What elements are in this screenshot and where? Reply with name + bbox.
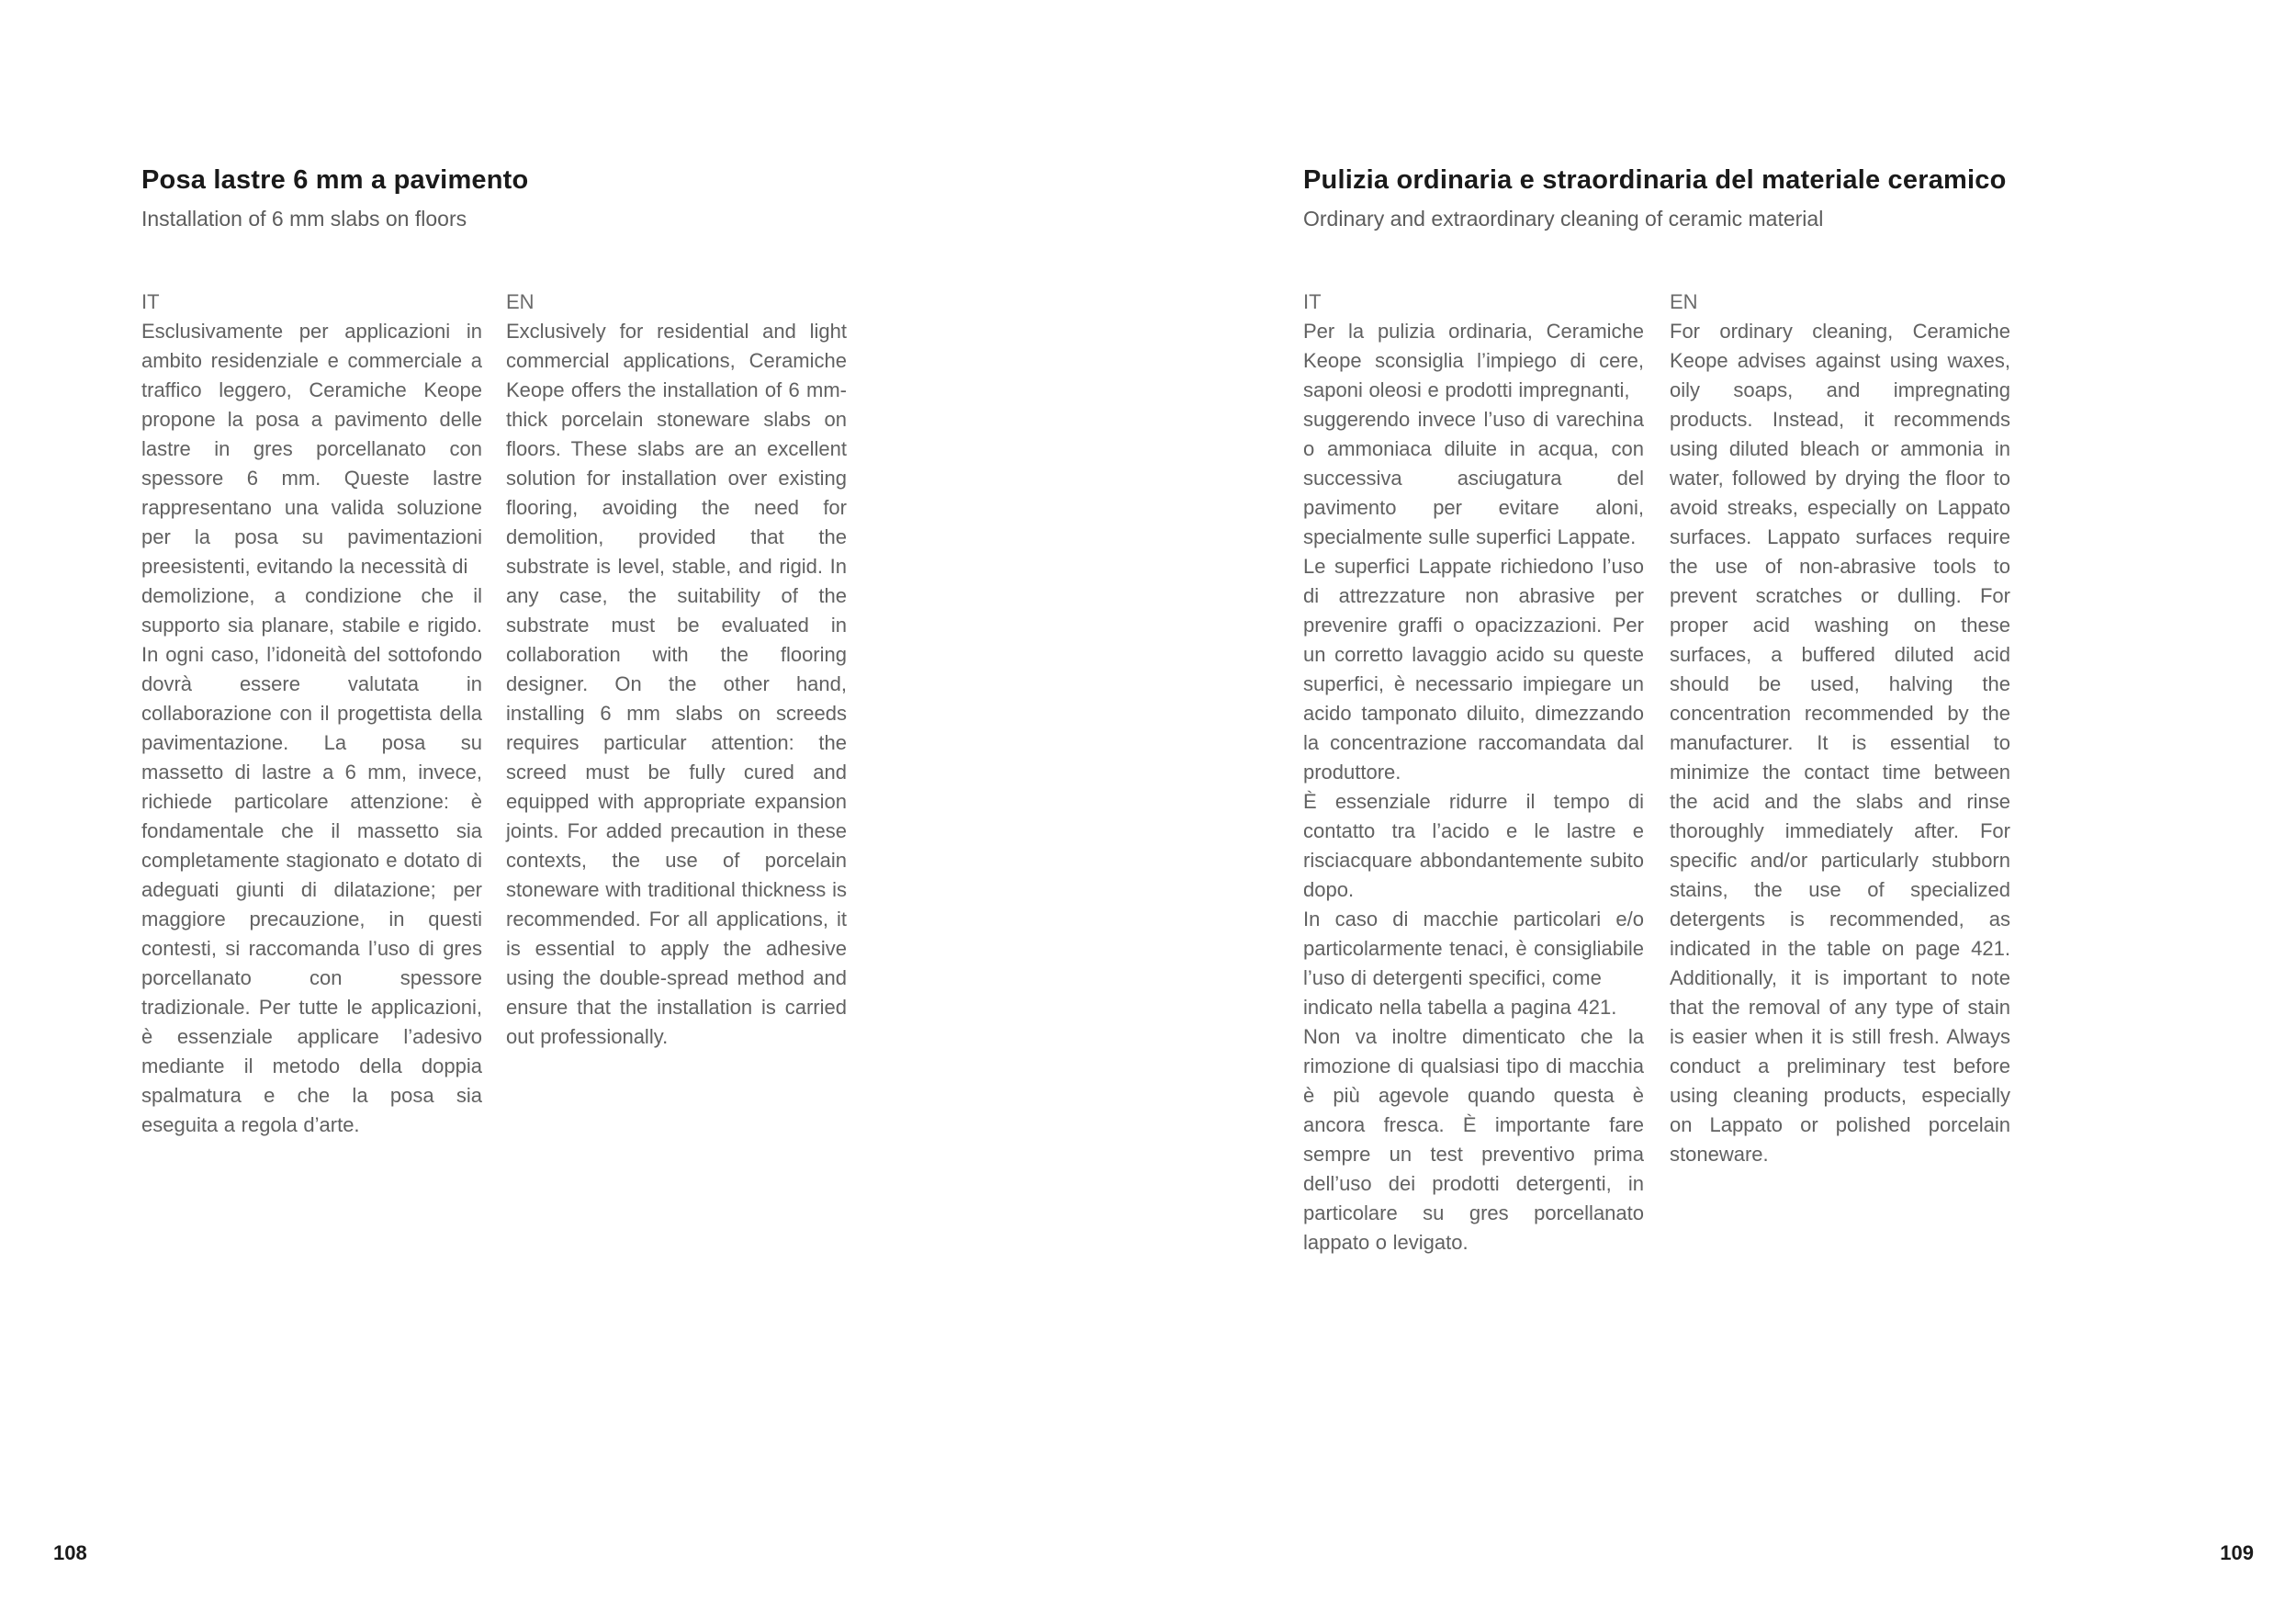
column-body-it [1303,317,1644,1257]
paragraph: For ordinary cleaning, Ceramiche Keope advises against using waxes, oily soaps, and impregnating products. Instead, it recommends using diluted bleach or ammonia in water, followed by drying the floor to avoid streaks, especially on Lappato surfaces. Lappato surfaces require the use of non-abrasive tools to prevent scratches or dulling. For proper acid washing on these surfaces, a buffered diluted acid should be used, halving the concentration recommended by the manufacturer. It is essential to minimize the contact time between the acid and the slabs and rinse thoroughly immediately after. For specific and/or particularly stubborn stains, the use of specialized detergents is recommended, as indicated in the table on page 421. Additionally, it is important to note that the removal of any type of stain is easier when it is still fresh. Always conduct a preliminary test before using cleaning products, especially on Lappato or polished porcelain stoneware. [1670,320,2010,1166]
page-number-right: 109 [2220,1541,2254,1564]
paragraph: Exclusively for residential and light commercial applications, Ceramiche Keope offers the installation of 6 mm-thick porcelain stoneware slabs on floors. These slabs are an excellent solution for installation over existing flooring, avoiding the need for demolition, provided that the substrate is level, stable, and rigid. In any case, the suitability of the substrate must be evaluated in collaboration with the flooring designer. On the other hand, installing 6 mm slabs on screeds requires particular attention: the screed must be fully cured and equipped with appropriate expansion joints. For added precaution in these contexts, the use of porcelain stoneware with traditional thickness is recommended. For all applications, it is essential to apply the adhesive using the double-spread method and ensure that the installation is carried out professionally. [506,320,847,1048]
lang-label-en: EN [506,290,535,313]
paragraph: demolizione, a condizione che il supporto sia planare, stabile e rigido. In ogni caso, l’idoneità del sottofondo dovrà essere valutata in collaborazione con il progettista della pavimentazione. La posa su massetto di lastre a 6 mm, invece, richiede particolare attenzione: è fondamentale che il massetto sia completamente stagionato e dotato di adeguati giunti di dilatazione; per maggiore precauzione, in questi contesti, si raccomanda l’uso di gres porcellanato con spessore tradizionale. Per tutte le applicazioni, è essenziale applicare l’adesivo mediante il metodo della doppia spalmatura e che la posa sia eseguita a regola d’arte. [141,584,482,1136]
page-title: Pulizia ordinaria e straordinaria del materiale ceramico [1303,165,2007,195]
text-column-it [1303,288,1644,1257]
page-title: Posa lastre 6 mm a pavimento [141,165,529,195]
page-subtitle: Ordinary and extraordinary cleaning of ceramic material [1303,207,1824,231]
page-left [141,164,849,1140]
paragraph: indicato nella tabella a pagina 421. [1303,996,1617,1019]
paragraph: In caso di macchie particolari e/o particolarmente tenaci, è consigliabile l’uso di detergenti specifici, come [1303,908,1644,989]
paragraph: Non va inoltre dimenticato che la rimozione di qualsiasi tipo di macchia è più agevole quando questa è ancora fresca. È importante fare sempre un test preventivo prima dell’uso dei prodotti detergenti, in particolare su gres porcellanato lappato o levigato. [1303,1025,1644,1254]
page-subtitle: Installation of 6 mm slabs on floors [141,207,467,231]
page-number-left: 108 [53,1541,87,1564]
lang-label-it: IT [1303,290,1322,313]
column-body-en [506,317,847,1052]
column-body-it [141,317,482,1140]
paragraph: Per la pulizia ordinaria, Ceramiche Keope sconsiglia l’impiego di cere, saponi oleosi e prodotti impregnanti, [1303,320,1644,401]
text-column-it [141,288,482,1140]
page-left-header [141,164,849,232]
lang-label-en: EN [1670,290,1698,313]
paragraph: suggerendo invece l’uso di varechina o ammoniaca diluite in acqua, con successiva asciugatura del pavimento per evitare aloni, specialmente sulle superfici Lappate. [1303,408,1644,548]
paragraph: Le superfici Lappate richiedono l’uso di attrezzature non abrasive per prevenire graffi o opacizzazioni. Per un corretto lavaggio acido su queste superfici, è necessario impiegare un acido tamponato diluito, dimezzando la concentrazione raccomandata dal produttore. [1303,555,1644,784]
page-right [1303,164,2012,1257]
paragraph: È essenziale ridurre il tempo di contatto tra l’acido e le lastre e risciacquare abbondantemente subito dopo. [1303,790,1644,901]
text-column-en [506,288,847,1140]
column-body-en [1670,317,2010,1169]
paragraph: Esclusivamente per applicazioni in ambito residenziale e commerciale a traffico leggero, Ceramiche Keope propone la posa a pavimento delle lastre in gres porcellanato con spessore 6 mm. Queste lastre rappresentano una valida soluzione per la posa su pavimentazioni preesistenti, evitando la necessità di [141,320,482,578]
page-right-header [1303,164,2012,232]
text-columns [1303,288,2012,1257]
text-column-en [1670,288,2010,1257]
text-columns [141,288,849,1140]
lang-label-it: IT [141,290,160,313]
